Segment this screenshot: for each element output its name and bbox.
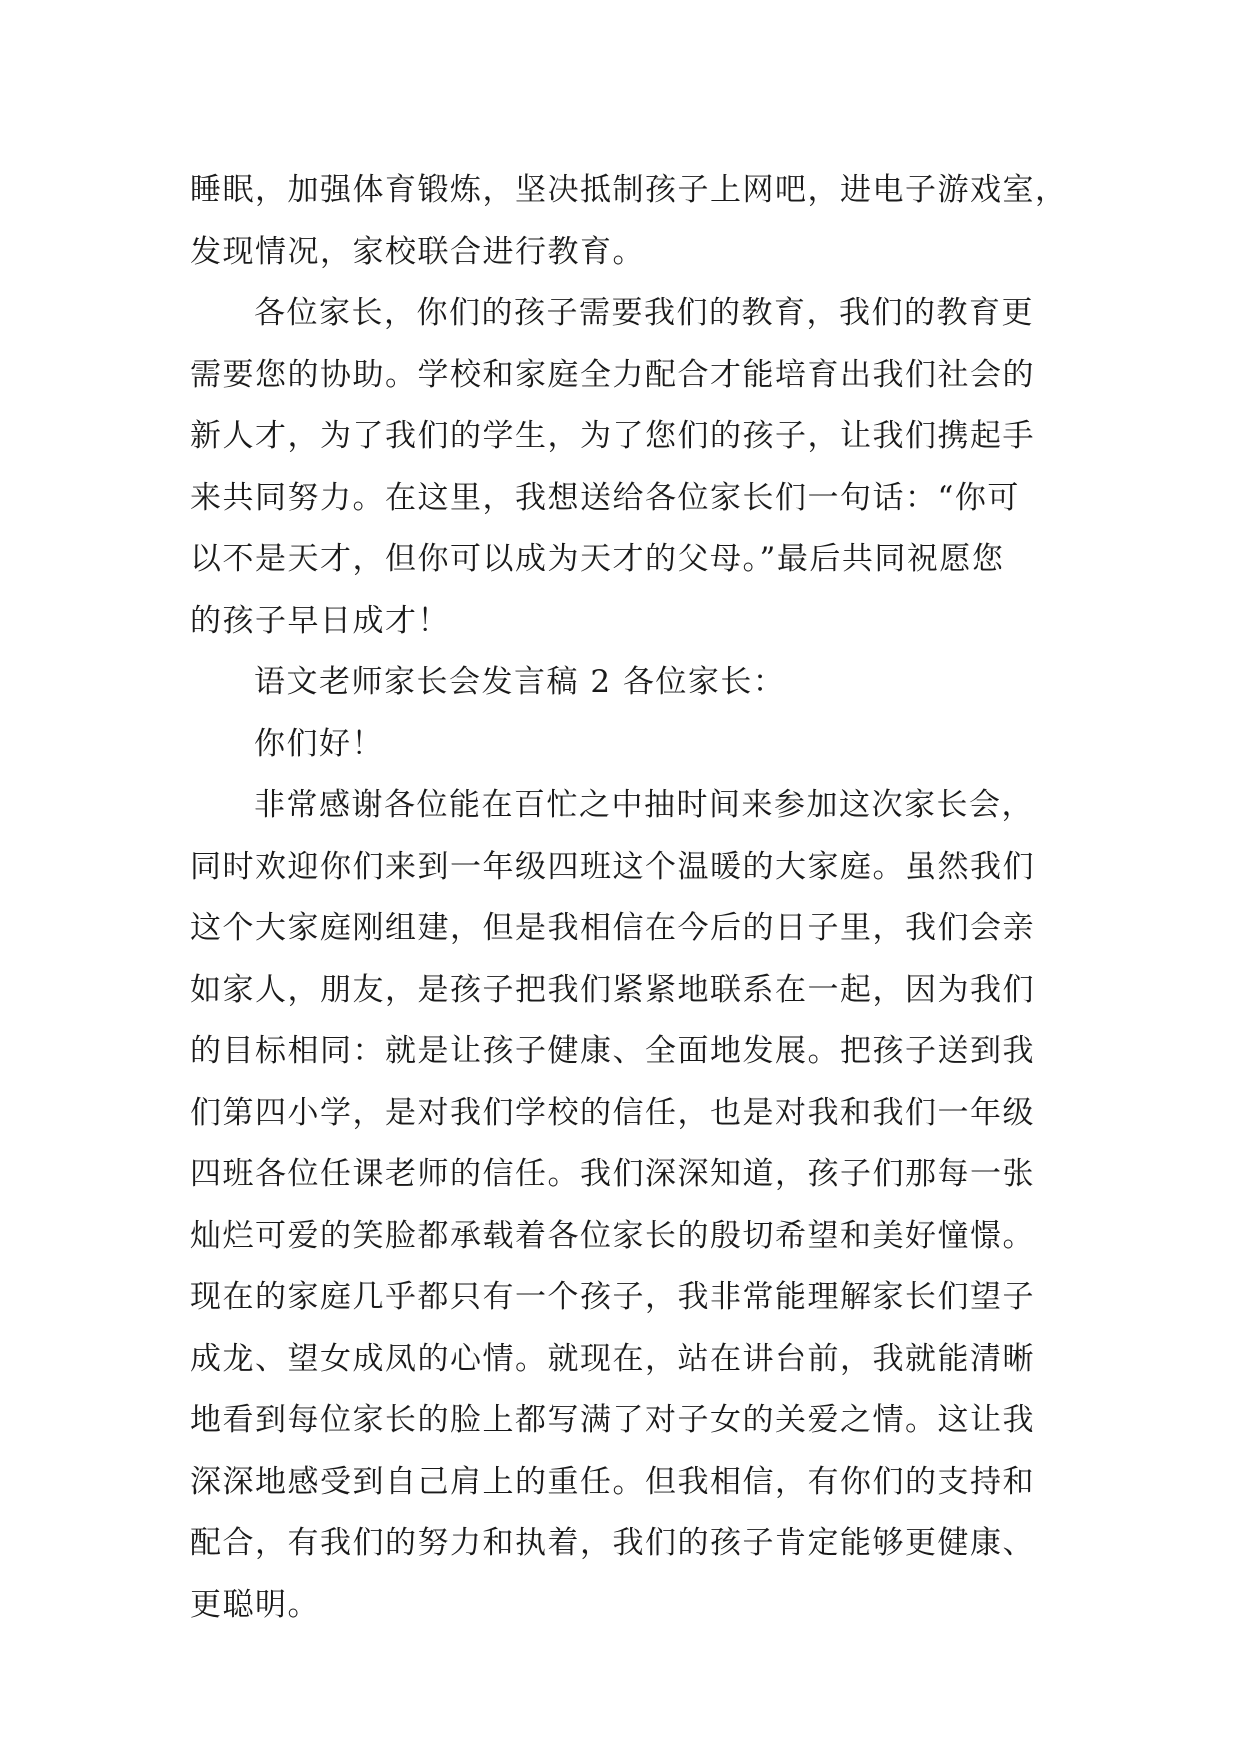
text-line: 这个大家庭刚组建，但是我相信在今后的日子里，我们会亲 — [190, 910, 1035, 946]
text-line: 们第四小学，是对我们学校的信任，也是对我和我们一年级 — [190, 1094, 1035, 1131]
text-line: 四班各位任课老师的信任。我们深深知道，孩子们那每一张 — [190, 1156, 1035, 1192]
text-line: 深深地感受到自己肩上的重任。但我相信，有你们的支持和 — [190, 1463, 1035, 1500]
text-line: 同时欢迎你们来到一年级四班这个温暖的大家庭。虽然我们 — [190, 848, 1035, 885]
text-line: 配合，有我们的努力和执着，我们的孩子肯定能够更健康、 — [190, 1525, 1035, 1561]
text-line: 现在的家庭几乎都只有一个孩子，我非常能理解家长们望子 — [190, 1279, 1035, 1315]
text-line: 灿烂可爱的笑脸都承载着各位家长的殷切希望和美好憧憬。 — [190, 1217, 1035, 1254]
text-line: 如家人，朋友，是孩子把我们紧紧地联系在一起，因为我们 — [190, 971, 1035, 1008]
text-line: 地看到每位家长的脸上都写满了对子女的关爱之情。这让我 — [190, 1402, 1035, 1438]
text-line: 的目标相同：就是让孩子健康、全面地发展。把孩子送到我 — [190, 1033, 1035, 1069]
section-heading-line: 语文老师家长会发言稿 2 各位家长： — [254, 664, 786, 700]
text-line: 来共同努力。在这里，我想送给各位家长们一句话：“你可 — [190, 479, 1020, 516]
text-line: 更聪明。 — [190, 1586, 320, 1623]
greeting-line: 你们好！ — [254, 725, 384, 762]
text-line: 的孩子早日成才！ — [190, 602, 450, 639]
document-body — [190, 160, 1068, 1636]
text-line: 睡眠，加强体育锻炼，坚决抵制孩子上网吧，进电子游戏室， — [190, 172, 1068, 208]
text-line: 新人才，为了我们的学生，为了您们的孩子，让我们携起手 — [190, 418, 1035, 454]
text-line: 发现情况，家校联合进行教育。 — [190, 233, 645, 270]
text-line: 成龙、望女成凤的心情。就现在，站在讲台前，我就能清晰 — [190, 1340, 1035, 1377]
paragraph-start-line: 各位家长，你们的孩子需要我们的教育，我们的教育更 — [254, 295, 1034, 331]
paragraph-start-line: 非常感谢各位能在百忙之中抽时间来参加这次家长会， — [254, 787, 1034, 823]
text-line: 以不是天才，但你可以成为天才的父母。”最后共同祝愿您 — [190, 541, 1005, 577]
text-line: 需要您的协助。学校和家庭全力配合才能培育出我们社会的 — [190, 356, 1035, 393]
